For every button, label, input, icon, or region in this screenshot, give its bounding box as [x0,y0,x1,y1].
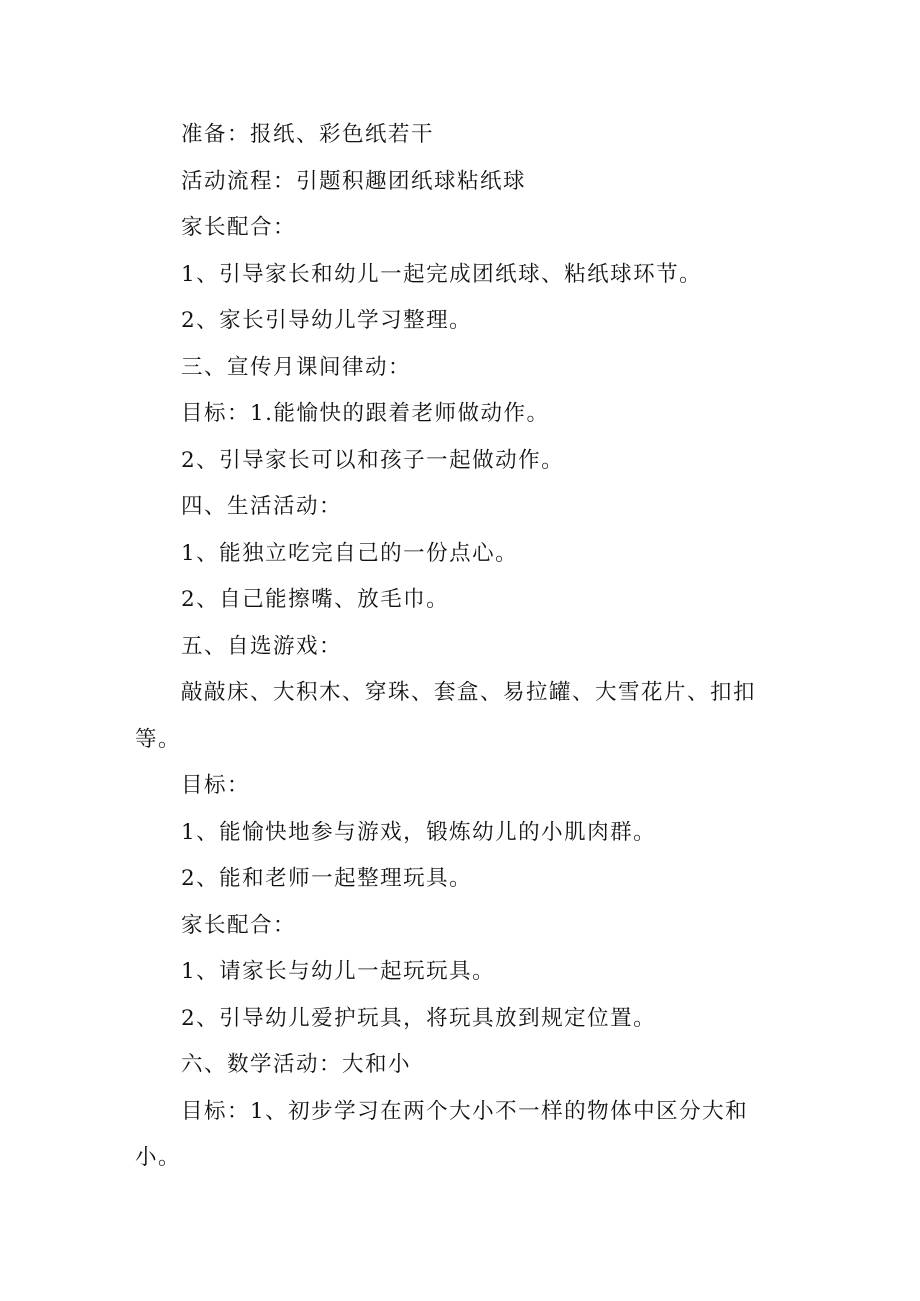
paragraph-life-item-2: 2、自己能擦嘴、放毛巾。 [181,587,450,612]
paragraph-goal-heading: 目标： [181,773,251,798]
paragraph-parent-game-item-1: 1、请家长与幼儿一起玩玩具。 [181,959,496,984]
paragraph-parent-cooperation-heading-2: 家长配合： [181,912,297,938]
paragraph-activity-flow: 活动流程：引题积趣团纸球粘纸球 [181,168,527,194]
paragraph-parent-game-item-2: 2、引导幼儿爱护玩具，将玩具放到规定位置。 [181,1005,657,1031]
paragraph-math-goal: 目标：1、初步学习在两个大小不一样的物体中区分大和小。 [135,1098,749,1170]
paragraph-life-item-1: 1、能独立吃完自己的一份点心。 [181,540,519,566]
paragraph-game-list: 敲敲床、大积木、穿珠、套盒、易拉罐、大雪花片、扣扣等。 [135,680,757,752]
paragraph-parent-item-1: 1、引导家长和幼儿一起完成团纸球、粘纸球环节。 [181,261,703,287]
paragraph-goal-1: 目标：1.能愉快的跟着老师做动作。 [181,401,550,426]
paragraph-parent-item-2: 2、家长引导幼儿学习整理。 [181,308,473,333]
paragraph-goal-2: 2、引导家长可以和孩子一起做动作。 [181,447,565,473]
paragraph-preparation: 准备：报纸、彩色纸若干 [181,122,435,147]
paragraph-game-goal-2: 2、能和老师一起整理玩具。 [181,866,473,891]
paragraph-game-goal-1: 1、能愉快地参与游戏，锻炼幼儿的小肌肉群。 [181,819,657,845]
section-heading-five: 五、自选游戏： [181,633,343,659]
section-heading-four: 四、生活活动： [181,494,343,519]
document-body [135,112,775,1182]
paragraph-parent-cooperation-heading: 家长配合： [181,215,297,240]
section-heading-six: 六、数学活动：大和小 [181,1052,412,1077]
section-heading-three: 三、宣传月课间律动： [181,354,412,380]
